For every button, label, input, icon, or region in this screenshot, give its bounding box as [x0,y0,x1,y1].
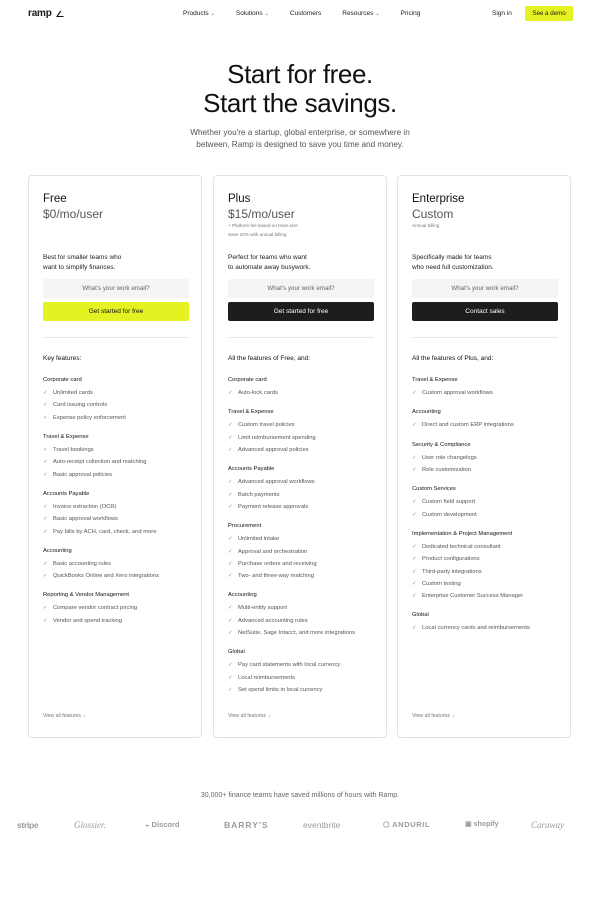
check-icon: ✓ [412,568,417,575]
feature-item [228,444,378,456]
feature-item [412,508,562,520]
chevron-down-icon: ⌄ [375,10,380,17]
feature-item-label: Advanced approval policies [238,447,309,454]
feature-item [412,419,562,431]
plan-cta-button[interactable]: Get started for free [43,302,189,321]
feature-group [228,377,378,399]
check-icon: ✓ [412,467,417,474]
feature-item [228,488,378,500]
plan-name: Enterprise [412,193,465,205]
ramp-logo[interactable] [28,8,64,19]
card-divider [412,337,558,338]
work-email-input[interactable] [43,279,189,298]
nav-pricing-label: Pricing [400,10,421,17]
feature-item-label: NetSuite, Sage Intacct, and more integrations [238,630,355,636]
arrow-down-icon: ↓ [451,713,455,719]
chevron-down-icon: ⌄ [264,10,269,17]
feature-item [43,444,193,456]
plan-cta-button[interactable]: Get started for free [228,302,374,321]
nav-resources-label: Resources [342,10,374,17]
plan-description [228,253,368,272]
logo-text: ramp [28,8,52,19]
feature-group [43,592,193,627]
eventbrite-logo: eventbrite [303,820,341,830]
check-icon: ✓ [43,617,48,624]
feature-group [228,466,378,513]
check-icon: ✓ [228,686,233,693]
check-icon: ✓ [43,516,48,523]
plan-description-line1: Best for smaller teams who [43,254,122,261]
feature-item [43,615,193,627]
hero-title-line1: Start for free. [227,59,373,89]
feature-item [43,525,193,537]
check-icon: ✓ [228,447,233,454]
check-icon: ✓ [228,674,233,681]
feature-item [228,684,378,696]
feature-item-label: Multi-entity support [238,605,287,612]
feature-item-label: Third-party integrations [422,568,482,575]
feature-item-label: Pay card statements with local currency [238,662,341,669]
feature-item-label: Auto-lock cards [238,390,278,397]
feature-group-title: Accounts Payable [43,490,90,497]
feature-item [228,570,378,582]
feature-item [412,565,562,577]
check-icon: ✓ [412,625,417,632]
feature-item [228,387,378,399]
ramp-logo-icon [55,10,64,18]
feature-group-title: Travel & Expense [228,409,274,416]
feature-group-title: Accounts Payable [228,466,275,473]
plan-price: $0/mo/user [43,207,104,221]
feature-item-label: Approval and orchestration [238,548,308,555]
feature-item [228,558,378,570]
feature-group [412,442,562,477]
feature-item [43,412,193,424]
feature-item-label: Pay bills by ACH, card, check, and more [53,528,157,535]
nav-solutions[interactable] [236,10,269,17]
feature-item [412,387,562,399]
feature-item [228,627,378,639]
feature-item [228,659,378,671]
features-heading: Key features: [43,355,82,362]
see-demo-button[interactable]: See a demo [525,6,573,21]
nav-products-label: Products [183,10,209,17]
check-icon: ✓ [228,573,233,580]
top-nav [0,0,600,28]
barrys-logo: BARRY'S [224,820,269,830]
view-all-features-link[interactable] [43,713,86,719]
check-icon: ✓ [412,543,417,550]
feature-group [412,612,562,634]
check-icon: ✓ [43,605,48,612]
check-icon: ✓ [228,617,233,624]
feature-item [43,456,193,468]
glossier-logo: Glossier. [74,820,106,830]
feature-item-label: Auto-receipt collection and matching [53,459,147,466]
nav-customers[interactable] [290,10,321,17]
feature-item-label: Card issuing controls [53,402,108,409]
check-icon: ✓ [43,402,48,409]
card-divider [228,337,374,338]
caraway-logo: Caraway [531,820,565,830]
feature-item-label: Local currency cards and reimbursements [422,625,530,632]
feature-item-label: Payment release approvals [238,503,309,510]
feature-item [412,553,562,565]
feature-item [43,602,193,614]
check-icon: ✓ [412,556,417,563]
plan-description-line1: Perfect for teams who want [228,254,307,261]
check-icon: ✓ [43,560,48,567]
feature-group-title: Corporate card [228,377,267,383]
sign-in-link[interactable]: Sign in [492,10,512,17]
work-email-input[interactable] [412,279,558,298]
check-icon: ✓ [228,560,233,567]
features-heading: All the features of Free, and: [228,355,311,362]
trust-text: 30,000+ finance teams have saved millions of hours with Ramp. [200,792,400,799]
check-icon: ✓ [412,390,417,397]
feature-item-label: Unlimited cards [53,390,93,397]
feature-item-label: Custom development [422,511,477,518]
feature-item-label: Custom testing [422,580,461,587]
feature-item [228,545,378,557]
feature-group-title: Procurement [228,523,262,530]
feature-item-label: Basic approval workflows [53,516,119,523]
feature-item-label: Invoice extraction (OCR) [53,503,117,510]
feature-item-label: Vendor and spend tracking [53,617,122,624]
view-all-features-label: View all features [412,713,450,719]
anduril-logo-text: ANDURIL [392,820,431,829]
plan-billing-note: Save 20% with annual billing [228,232,287,237]
nav-products[interactable] [183,10,215,17]
check-icon: ✓ [43,390,48,397]
check-icon: ✓ [228,662,233,669]
feature-group [412,486,562,521]
check-icon: ✓ [43,503,48,510]
feature-group [412,409,562,431]
check-icon: ✓ [228,491,233,498]
hero-subtitle-line2: between, Ramp is designed to save you time and money. [196,139,404,149]
arrow-down-icon: ↓ [82,713,86,719]
feature-group [43,377,193,424]
feature-group-title: Accounting [412,409,441,416]
feature-item-label: Direct and custom ERP integrations [422,422,514,429]
feature-item [412,464,562,476]
feature-groups [43,377,193,637]
feature-item-label: Product configurations [422,556,480,563]
plan-card-enterprise [397,175,571,738]
feature-item [228,602,378,614]
nav-links [183,10,441,17]
feature-groups [412,377,562,645]
customer-logos [0,820,600,834]
feature-item [228,533,378,545]
feature-item-label: Two- and three-way matching [238,573,315,580]
arrow-down-icon: ↓ [267,713,271,719]
feature-item-label: Basic approval policies [53,471,112,478]
hero-title [0,60,600,118]
check-icon: ✓ [43,528,48,535]
feature-item-label: Custom approval workflows [422,390,493,397]
feature-group-title: Custom Services [412,486,456,493]
feature-group-title: Travel & Expense [43,433,89,440]
feature-item [43,513,193,525]
feature-group-title: Global [412,612,429,619]
feature-item [43,558,193,570]
feature-groups [228,377,378,706]
feature-item [412,541,562,553]
feature-item [412,590,562,602]
feature-item-label: QuickBooks Online and Xero integrations [53,573,160,580]
feature-item-label: Purchase orders and receiving [238,560,317,567]
plan-card-plus [213,175,387,738]
check-icon: ✓ [43,414,48,421]
check-icon: ✓ [228,390,233,397]
check-icon: ✓ [228,605,233,612]
feature-group [43,491,193,538]
feature-item [228,432,378,444]
check-icon: ✓ [228,422,233,429]
feature-item-label: Advanced accounting rules [238,617,308,624]
feature-item [412,578,562,590]
feature-item-label: Compare vendor contract pricing [53,605,138,612]
feature-item [43,468,193,480]
work-email-input[interactable] [228,279,374,298]
chevron-down-icon: ⌄ [210,10,215,17]
feature-item-label: Limit reimbursement spending [238,434,316,441]
feature-group [228,409,378,456]
check-icon: ✓ [43,471,48,478]
feature-item [43,399,193,411]
nav-solutions-label: Solutions [235,10,263,17]
feature-item [43,570,193,582]
feature-item [228,671,378,683]
feature-item [412,496,562,508]
feature-group [43,434,193,481]
shopify-logo-text: shopify [473,821,499,828]
check-icon: ✓ [43,459,48,466]
plan-description-line2: who need full customization. [412,263,494,271]
nav-pricing[interactable] [401,10,421,17]
feature-item [412,622,562,634]
shopify-bag-icon: ▣ [465,821,472,828]
feature-item [228,615,378,627]
view-all-features-label: View all features [43,713,81,719]
feature-item [412,452,562,464]
feature-item [228,419,378,431]
check-icon: ✓ [43,447,48,454]
check-icon: ✓ [412,593,417,600]
check-icon: ✓ [228,630,233,636]
view-all-features-label: View all features [228,713,266,719]
check-icon: ✓ [228,548,233,555]
plan-description-line2: want to simplify finances. [43,263,116,271]
plan-price: Custom [412,207,454,221]
feature-item [43,387,193,399]
view-all-features-link[interactable] [228,713,271,719]
check-icon: ✓ [412,511,417,518]
plan-description-line1: Specifically made for teams [412,254,492,261]
feature-group [228,523,378,582]
check-icon: ✓ [412,422,417,429]
plan-name: Plus [228,193,251,205]
feature-group-title: Corporate card [43,377,82,383]
feature-group [43,548,193,583]
feature-group [228,592,378,639]
feature-item-label: Custom field support [422,499,476,506]
plan-name: Free [43,193,67,205]
hero-subtitle [170,127,430,150]
feature-item-label: Expense policy enforcement [53,414,126,421]
feature-item-label: Basic accounting rules [53,560,111,567]
feature-group [412,531,562,602]
hero-subtitle-line1: Whether you're a startup, global enterprise, or somewhere in [190,128,410,137]
feature-group [228,649,378,696]
stripe-logo: stripe [17,820,39,830]
nav-resources[interactable] [342,10,379,17]
check-icon: ✓ [228,434,233,441]
view-all-features-link[interactable] [412,713,455,719]
plan-description [43,253,183,272]
shopify-logo [465,820,499,828]
feature-item-label: Unlimited intake [238,536,280,543]
discord-logo [145,820,179,829]
plan-price: $15/mo/user [228,207,295,221]
discord-logo-text: Discord [151,820,180,829]
anduril-logo [383,820,430,829]
feature-item-label: Role customization [422,467,471,474]
feature-group [412,377,562,399]
feature-item [228,476,378,488]
nav-customers-label: Customers [289,10,322,17]
feature-group-title: Accounting [228,592,257,599]
check-icon: ✓ [228,503,233,510]
discord-icon: ◒ [145,820,150,829]
check-icon: ✓ [412,580,417,587]
feature-group-title: Global [228,649,245,656]
plan-note: Annual billing [412,223,440,228]
feature-item-label: Dedicated technical consultant [422,543,501,550]
feature-group-title: Travel & Expense [412,377,458,383]
feature-item [43,501,193,513]
check-icon: ✓ [412,499,417,506]
plan-description-line2: to automate away busywork. [228,263,311,271]
check-icon: ✓ [228,479,233,486]
card-divider [43,337,189,338]
plan-description [412,253,552,272]
feature-item-label: Local reimbursements [238,674,296,681]
plan-card-free [28,175,202,738]
feature-group-title: Reporting & Vendor Management [43,592,130,599]
plan-note: + Platform fee based on team size [228,223,298,228]
feature-group-title: Accounting [43,547,72,554]
feature-item-label: Custom travel policies [238,422,295,429]
anduril-icon: ⬡ [383,820,391,829]
hero-title-line2: Start the savings. [203,88,397,118]
feature-item-label: Advanced approval workflows [238,479,315,486]
feature-item-label: Batch payments [238,491,280,498]
check-icon: ✓ [412,454,417,461]
feature-item-label: User role changelogs [422,454,477,461]
features-heading: All the features of Plus, and: [412,355,494,362]
feature-item-label: Travel bookings [53,447,94,454]
check-icon: ✓ [228,536,233,543]
feature-item-label: Enterprise Customer Success Manager [422,593,524,600]
plan-cta-button[interactable]: Contact sales [412,302,558,321]
feature-group-title: Implementation & Project Management [412,530,513,537]
feature-group-title: Security & Compliance [412,441,471,448]
feature-item [228,501,378,513]
check-icon: ✓ [43,573,48,580]
feature-item-label: Set spend limits in local currency [238,686,323,693]
